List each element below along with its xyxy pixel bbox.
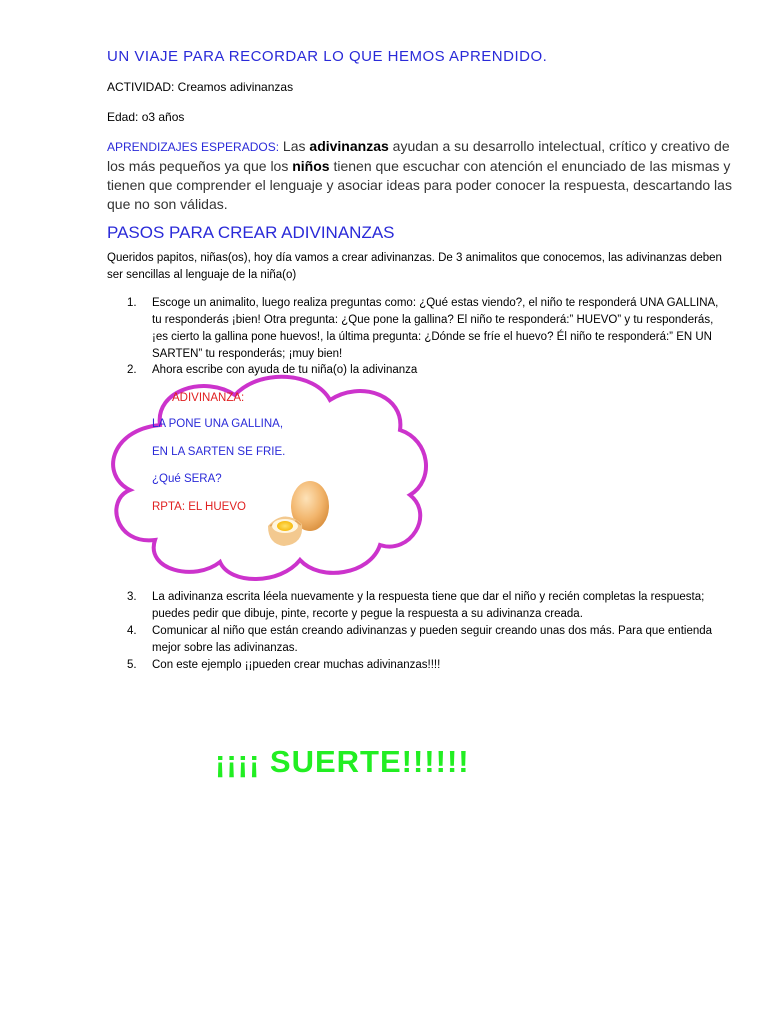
- step-text: Escoge un animalito, luego realiza preguntas como: ¿Qué estas viendo?, el niño te responderá UNA GALLINA, tu responderás ¡bien! Otra pregunta: ¿Que pone la gallina? El niño te responderá:” HUEVO” y tu responderás, ¡es cierto la gallina pone huevos!, la última pregunta: ¿Dónde se fríe el huevo? Él niño te responderá:” EN UN SARTEN” tu responderás; ¡muy bien!: [152, 297, 719, 360]
- text-run: ayudan a su desarrollo intelectual, crítico y creativo de los más pequeños ya que los: [107, 138, 730, 174]
- riddle-title: ADIVINANZA:: [172, 392, 245, 404]
- riddle-line-2: EN LA SARTEN SE FRIE.: [152, 446, 286, 458]
- step-number: 3.: [127, 591, 137, 603]
- keyword-adivinanzas: adivinanzas: [309, 138, 389, 154]
- step-number: 4.: [127, 625, 137, 637]
- expected-learning-paragraph: [107, 137, 737, 214]
- page-title: UN VIAJE PARA RECORDAR LO QUE HEMOS APRENDIDO.: [107, 48, 548, 65]
- riddle-line-3: ¿Qué SERA?: [152, 473, 222, 485]
- text-run: Las: [279, 138, 310, 154]
- text-run: tienen que escuchar con atención el enunciado de las mismas y tienen que comprender el lenguaje y asociar ideas para poder conocer la respuesta, descartando las que no son válidas.: [107, 158, 732, 212]
- activity-line: ACTIVIDAD: Creamos adivinanzas: [107, 80, 294, 94]
- expected-learning-label: APRENDIZAJES ESPERADOS:: [107, 140, 280, 154]
- intro-paragraph: Queridos papitos, niñas(os), hoy día vamos a crear adivinanzas. De 3 animalitos que conocemos, las adivinanzas deben ser sencillas al lenguaje de la niña(o): [107, 252, 722, 281]
- step-number: 5.: [127, 659, 137, 671]
- keyword-ninos: niños: [292, 158, 330, 174]
- steps-heading: PASOS PARA CREAR ADIVINANZAS: [107, 223, 395, 242]
- step-number: 2.: [127, 364, 137, 376]
- step-number: 1.: [127, 297, 137, 309]
- egg-icon: [262, 474, 337, 550]
- step-text: Con este ejemplo ¡¡pueden crear muchas adivinanzas!!!!: [152, 659, 441, 671]
- riddle-answer: RPTA: EL HUEVO: [152, 501, 246, 513]
- step-text: Comunicar al niño que están creando adivinanzas y pueden seguir creando unas dos más. Para que entienda mejor sobre las adivinanzas.: [152, 625, 713, 654]
- step-text: La adivinanza escrita léela nuevamente y la respuesta tiene que dar el niño y recién completas la respuesta; puedes pedir que dibuje, pinte, recorte y pegue la respuesta a su adivinanza creada.: [152, 591, 705, 620]
- riddle-line-1: LA PONE UNA GALLINA,: [152, 418, 284, 430]
- age-line: Edad: o3 años: [107, 110, 185, 124]
- step-text: Ahora escribe con ayuda de tu niña(o) la adivinanza: [152, 364, 418, 376]
- closing-message: ¡¡¡¡ SUERTE!!!!!!: [215, 744, 470, 779]
